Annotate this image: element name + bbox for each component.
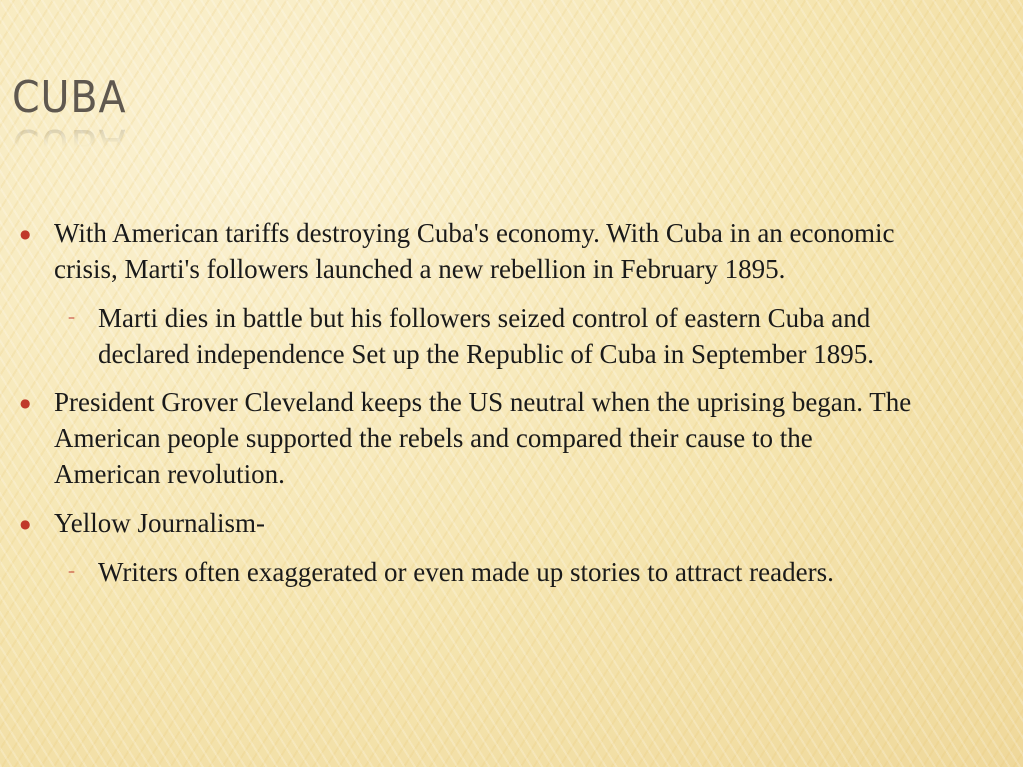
bullet-item: [0, 505, 920, 541]
dash-icon: –: [68, 310, 75, 326]
bullet-item: [0, 384, 920, 492]
bullet-dot-icon: ●: [20, 517, 31, 531]
sub-bullet-text: Writers often exaggerated or even made up stories to attract readers.: [98, 557, 834, 587]
bullet-text: Yellow Journalism-: [54, 508, 266, 538]
sub-bullet-text: Marti dies in battle but his followers seized control of eastern Cuba and declared independence Set up the Republic of Cuba in September 1895.: [98, 303, 875, 369]
slide-content: [0, 215, 920, 596]
bullet-dot-icon: ●: [20, 227, 31, 241]
slide-title: CUBA: [12, 72, 127, 123]
sub-bullet-item: [0, 300, 920, 372]
sub-bullet-item: [0, 554, 920, 590]
bullet-text: With American tariffs destroying Cuba's economy. With Cuba in an economic crisis, Marti's followers launched a new rebellion in February 1895.: [54, 218, 895, 284]
bullet-text: President Grover Cleveland keeps the US neutral when the uprising began. The American people supported the rebels and compared their cause to the American revolution.: [54, 387, 912, 489]
dash-icon: –: [68, 564, 75, 580]
bullet-dot-icon: ●: [20, 396, 31, 410]
bullet-item: [0, 215, 920, 287]
